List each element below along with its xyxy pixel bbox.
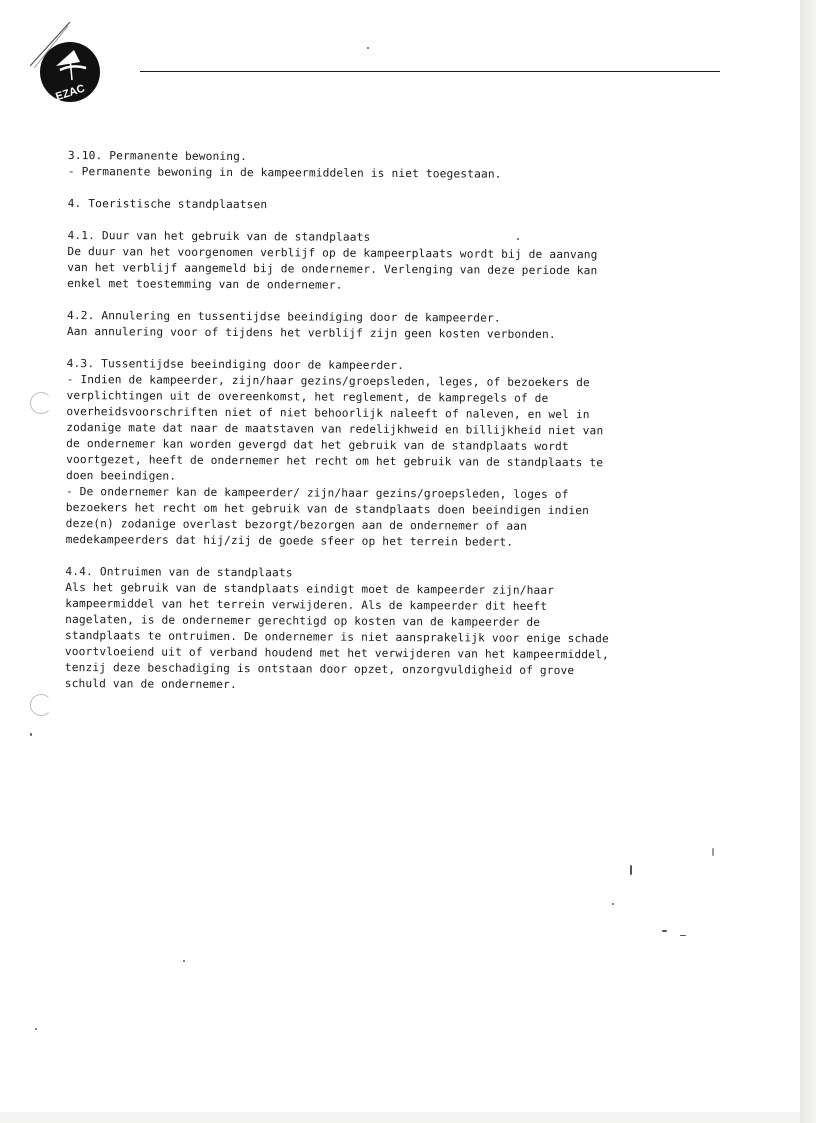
text-line: verplichtingen uit de overeenkomst, het reglement, de kampregels of de xyxy=(66,388,549,405)
document-section xyxy=(68,196,728,216)
document-section xyxy=(67,228,727,296)
text-line: bezoekers het recht om het gebruik van de standplaats doen beeindigen indien xyxy=(65,500,590,518)
document-section xyxy=(67,308,727,344)
text-line: de ondernemer kan worden gevergd dat het gebruik van de standplaats wordt xyxy=(66,436,569,454)
scan-speck xyxy=(680,935,686,936)
scan-speck xyxy=(662,930,667,932)
ezac-logo-icon xyxy=(30,22,104,104)
section-heading-line: 4. Toeristische standplaatsen xyxy=(67,196,268,212)
text-line: standplaats te ontruimen. De ondernemer is niet aansprakelijk voor enige schade xyxy=(64,628,610,646)
text-line: De duur van het voorgenomen verblijf op de kampeerplaats wordt bij de aanvang xyxy=(67,244,598,262)
text-line: voortgezet, heeft de ondernemer het recht om het gebruik van de standplaats te xyxy=(66,452,604,470)
document-section xyxy=(68,148,728,184)
punch-hole-top xyxy=(30,392,52,414)
text-line: voortvloeiend uit of verband houdend met het verwijderen van het kampeermiddel, xyxy=(64,644,609,662)
scan-speck xyxy=(630,865,632,875)
text-line: overheidsvoorschriften niet of niet behoorlijk naleeft of naleven, en wel in xyxy=(66,404,590,422)
scan-speck xyxy=(35,1028,37,1030)
section-heading-line: 4.3. Tussentijdse beeindiging door de kampeerder. xyxy=(66,356,405,373)
scan-speck xyxy=(517,238,519,240)
text-line: van het verblijf aangemeld bij de ondernemer. Verlenging van deze periode kan xyxy=(67,260,598,278)
section-heading-line: 4.2. Annulering en tussentijdse beeindiging door de kampeerder. xyxy=(66,308,501,325)
document-body xyxy=(65,148,728,712)
scan-speck xyxy=(712,848,714,856)
text-line: - Indien de kampeerder, zijn/haar gezins/groepsleden, leges, of bezoekers de xyxy=(66,372,590,390)
text-line: kampeermiddel van het terrein verwijderen. Als de kampeerder dit heeft xyxy=(65,596,548,613)
text-line: deze(n) zodanige overlast bezorgt/bezorgen aan de ondernemer of aan xyxy=(65,516,528,533)
text-line: Als het gebruik van de standplaats eindigt moet de kampeerder zijn/haar xyxy=(65,580,555,597)
text-line: enkel met toestemming van de ondernemer. xyxy=(67,276,343,292)
text-line: doen beeindigen. xyxy=(65,468,177,483)
document-section xyxy=(66,356,727,552)
scan-speck xyxy=(183,960,185,962)
scan-speck xyxy=(30,733,32,736)
text-line: nagelaten, is de ondernemer gerechtigd op kosten van de kampeerder de xyxy=(65,612,541,629)
text-line: schuld van de ondernemer. xyxy=(64,676,237,692)
punch-hole-bottom xyxy=(30,694,52,716)
section-heading-line: 3.10. Permanente bewoning. xyxy=(67,148,248,164)
text-line: tenzij deze beschadiging is ontstaan door opzet, onzorgvuldigheid of grove xyxy=(64,660,575,678)
document-section xyxy=(65,564,726,696)
text-line: - De ondernemer kan de kampeerder/ zijn/haar gezins/groepsleden, loges of xyxy=(65,484,569,502)
text-line: medekampeerders dat hij/zij de goede sfeer op het terrein bedert. xyxy=(65,532,514,549)
text-line: Aan annulering voor of tijdens het verblijf zijn geen kosten verbonden. xyxy=(66,324,556,341)
text-line: - Permanente bewoning in de kampeermiddelen is niet toegestaan. xyxy=(67,164,502,181)
scan-speck xyxy=(612,903,614,905)
page-edge xyxy=(800,0,816,1123)
header-rule xyxy=(140,71,720,72)
section-heading-line: 4.1. Duur van het gebruik van de standplaats xyxy=(67,228,371,244)
logo-text: EZAC xyxy=(54,82,87,104)
scan-speck xyxy=(367,47,369,49)
text-line: zodanige mate dat naar de maatstaven van redelijkhweid en billijkheid niet van xyxy=(66,420,604,438)
section-heading-line: 4.4. Ontruimen van de standplaats xyxy=(65,564,293,580)
